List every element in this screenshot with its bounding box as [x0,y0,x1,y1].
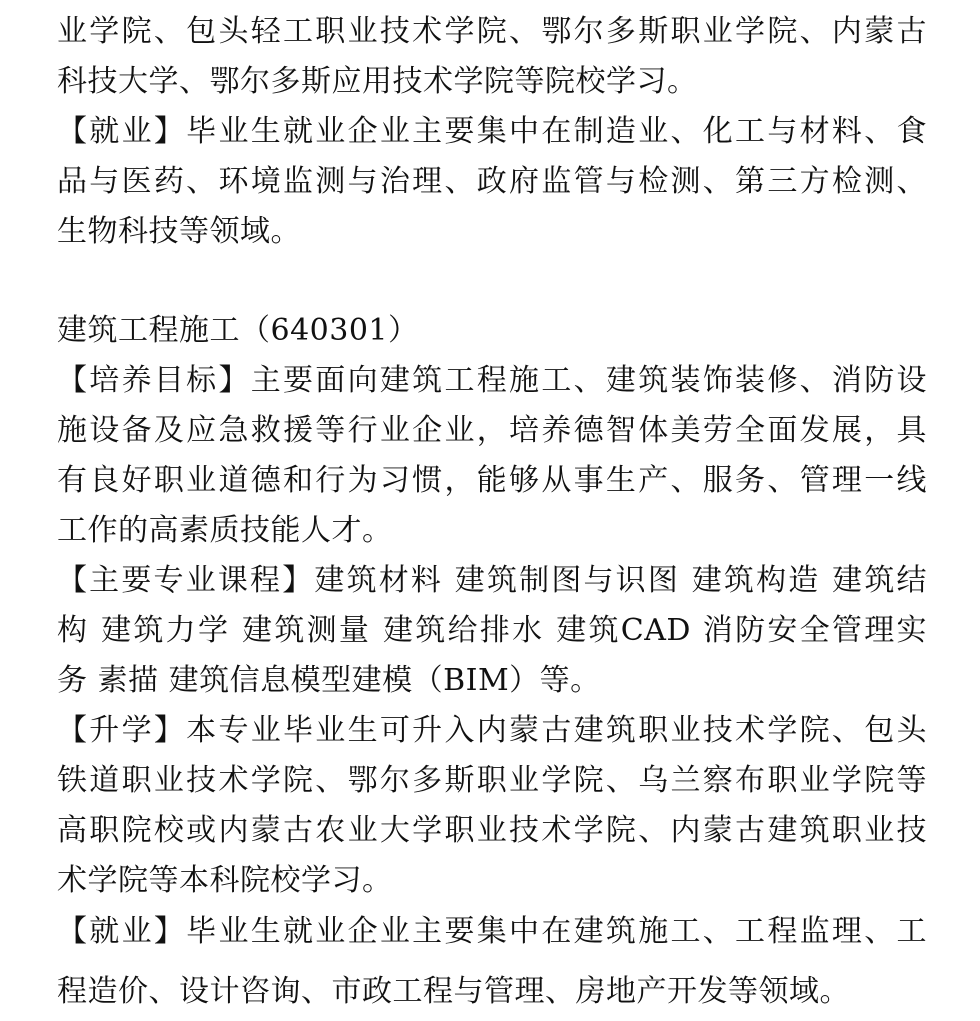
employment-paragraph-line: 品与医药、环境监测与治理、政府监管与检测、第三方检测、 [57,164,927,199]
goal-paragraph-line: 施设备及应急救援等行业企业，培养德智体美劳全面发展，具 [57,413,927,448]
courses-paragraph-line: 构 建筑力学 建筑测量 建筑给排水 建筑CAD 消防安全管理实 [57,613,927,648]
goal-paragraph-line: 【培养目标】主要面向建筑工程施工、建筑装饰装修、消防设 [57,363,927,398]
employment-paragraph-line: 【就业】毕业生就业企业主要集中在建筑施工、工程监理、工 [57,914,927,949]
courses-paragraph-line: 【主要专业课程】建筑材料 建筑制图与识图 建筑构造 建筑结 [57,563,927,598]
further-study-paragraph-line: 高职院校或内蒙古农业大学职业技术学院、内蒙古建筑职业技 [57,813,927,848]
further-study-paragraph-line: 铁道职业技术学院、鄂尔多斯职业学院、乌兰察布职业学院等 [57,763,927,798]
employment-paragraph-line: 生物科技等领域。 [57,214,301,249]
program-title: 建筑工程施工（640301） [57,313,419,348]
employment-paragraph-line: 【就业】毕业生就业企业主要集中在制造业、化工与材料、食 [57,114,927,149]
paragraph-line: 业学院、包头轻工职业技术学院、鄂尔多斯职业学院、内蒙古 [57,14,927,49]
further-study-paragraph-line: 【升学】本专业毕业生可升入内蒙古建筑职业技术学院、包头 [57,713,927,748]
courses-paragraph-line: 务 素描 建筑信息模型建模（BIM）等。 [57,663,601,698]
paragraph-line: 科技大学、鄂尔多斯应用技术学院等院校学习。 [57,64,698,99]
employment-paragraph-line: 程造价、设计咨询、市政工程与管理、房地产开发等领域。 [57,974,850,1009]
goal-paragraph-line: 工作的高素质技能人才。 [57,513,393,548]
goal-paragraph-line: 有良好职业道德和行为习惯，能够从事生产、服务、管理一线 [57,463,927,498]
further-study-paragraph-line: 术学院等本科院校学习。 [57,863,393,898]
